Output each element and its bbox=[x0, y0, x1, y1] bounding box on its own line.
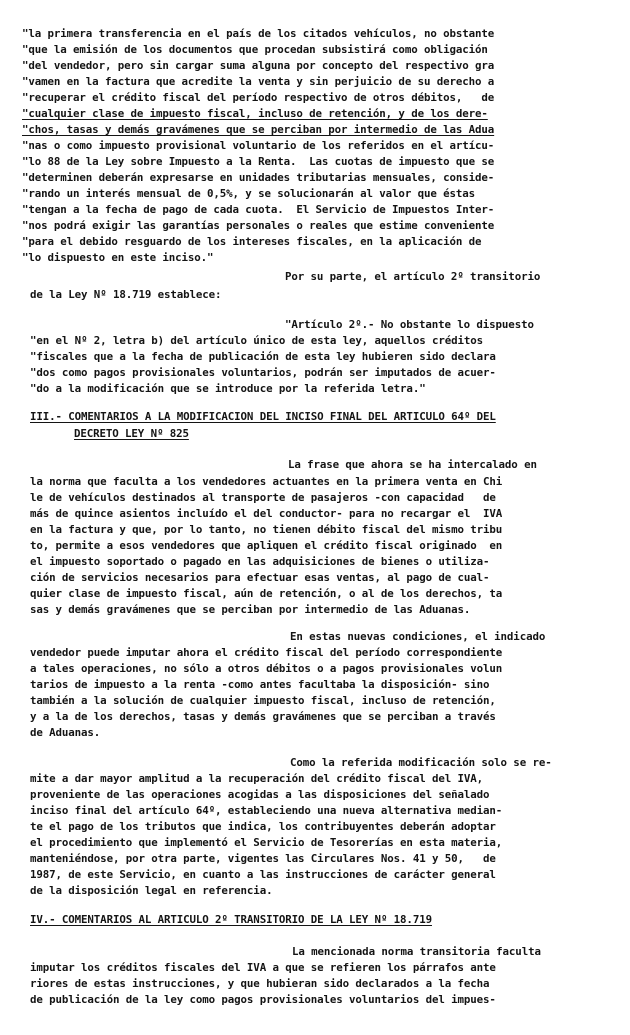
text-line: y a la de los derechos, tasas y demás gravámenes que se perciban a través bbox=[30, 710, 496, 723]
text-line: "que la emisión de los documentos que procedan subsistirá como obligación bbox=[22, 43, 488, 56]
text-line: el procedimiento que implementó el Servicio de Tesorerías en esta materia, bbox=[30, 836, 503, 849]
text-line: "rando un interés mensual de 0,5%, y se solucionarán al valor que éstas bbox=[22, 187, 475, 200]
text-line: "en el Nº 2, letra b) del artículo único de esta ley, aquellos créditos bbox=[30, 334, 483, 347]
text-line: 1987, de este Servicio, en cuanto a las instrucciones de carácter general bbox=[30, 868, 496, 881]
text-line: le de vehículos destinados al transporte de pasajeros -con capacidad de bbox=[30, 491, 496, 504]
text-line: de la Ley Nº 18.719 establece: bbox=[30, 288, 222, 301]
text-line: "la primera transferencia en el país de los citados vehículos, no obstante bbox=[22, 27, 495, 40]
text-line: inciso final del artículo 64º, estableciendo una nueva alternativa median- bbox=[30, 804, 503, 817]
text-line-underlined: "cualquier clase de impuesto fiscal, incluso de retención, y de los dere- bbox=[22, 107, 488, 120]
text-line: "vamen en la factura que acredite la venta y sin perjuicio de su derecho a bbox=[22, 75, 495, 88]
text-line: "dos como pagos provisionales voluntarios, podrán ser imputados de acuer- bbox=[30, 366, 496, 379]
text-line: En estas nuevas condiciones, el indicado bbox=[290, 630, 546, 643]
text-line: La frase que ahora se ha intercalado en bbox=[288, 458, 537, 471]
text-line: "tengan a la fecha de pago de cada cuota. El Servicio de Impuestos Inter- bbox=[22, 203, 495, 216]
text-line: más de quince asientos incluído el del conductor- para no recargar el IVA bbox=[30, 507, 503, 520]
text-line: de la disposición legal en referencia. bbox=[30, 884, 273, 897]
heading-line: III.- COMENTARIOS A LA MODIFICACION DEL INCISO FINAL DEL ARTICULO 64º DEL bbox=[30, 410, 496, 423]
text-line: en la factura y que, por lo tanto, no tienen débito fiscal del mismo tribu bbox=[30, 523, 503, 536]
text-line: "nas o como impuesto provisional voluntario de los referidos en el artícu- bbox=[22, 139, 495, 152]
text-line: el impuesto soportado o pagado en las adquisiciones de bienes o utiliza- bbox=[30, 555, 490, 568]
text-line: "Artículo 2º.- No obstante lo dispuesto bbox=[285, 318, 534, 331]
text-line: tarios de impuesto a la renta -como antes facultaba la disposición- sino bbox=[30, 678, 490, 691]
text-line: proveniente de las operaciones acogidas a las disposiciones del señalado bbox=[30, 788, 490, 801]
text-line: mite a dar mayor amplitud a la recuperación del crédito fiscal del IVA, bbox=[30, 772, 483, 785]
heading-line: DECRETO LEY Nº 825 bbox=[74, 427, 189, 440]
text-line: manteniéndose, por otra parte, vigentes las Circulares Nos. 41 y 50, de bbox=[30, 852, 496, 865]
text-line: vendedor puede imputar ahora el crédito fiscal del período correspondiente bbox=[30, 646, 503, 659]
text-line: "para el debido resguardo de los intereses fiscales, en la aplicación de bbox=[22, 235, 482, 248]
text-line: "recuperar el crédito fiscal del período respectivo de otros débitos, de bbox=[22, 91, 495, 104]
text-line: la norma que faculta a los vendedores actuantes en la primera venta en Chi bbox=[30, 475, 503, 488]
text-line: a tales operaciones, no sólo a otros débitos o a pagos provisionales volun bbox=[30, 662, 503, 675]
text-line: te el pago de los tributos que indica, los contribuyentes deberán adoptar bbox=[30, 820, 496, 833]
text-line-underlined: "chos, tasas y demás gravámenes que se perciban por intermedio de las Adua bbox=[22, 123, 495, 136]
text-line: de Aduanas. bbox=[30, 726, 101, 739]
text-line: sas y demás gravámenes que se perciban por intermedio de las Aduanas. bbox=[30, 603, 471, 616]
text-line: de publicación de la ley como pagos provisionales voluntarios del impues- bbox=[30, 993, 496, 1006]
text-line: "del vendedor, pero sin cargar suma alguna por concepto del respectivo gra bbox=[22, 59, 495, 72]
text-line: to, permite a esos vendedores que apliquen el crédito fiscal originado en bbox=[30, 539, 503, 552]
text-line: "determinen deberán expresarse en unidades tributarias mensuales, conside- bbox=[22, 171, 495, 184]
text-line: Por su parte, el artículo 2º transitorio bbox=[285, 270, 541, 283]
text-line: ción de servicios necesarios para efectuar esas ventas, al pago de cual- bbox=[30, 571, 490, 584]
text-line: imputar los créditos fiscales del IVA a que se refieren los párrafos ante bbox=[30, 961, 496, 974]
text-line: "lo 88 de la Ley sobre Impuesto a la Renta. Las cuotas de impuesto que se bbox=[22, 155, 495, 168]
text-line: riores de estas instrucciones, y que hubieran sido declarados a la fecha bbox=[30, 977, 490, 990]
text-line: La mencionada norma transitoria faculta bbox=[292, 945, 541, 958]
text-line: también a la solución de cualquier impuesto fiscal, incluso de retención, bbox=[30, 694, 496, 707]
text-line: quier clase de impuesto fiscal, aún de retención, o al de los derechos, ta bbox=[30, 587, 503, 600]
text-line: "fiscales que a la fecha de publicación de esta ley hubieren sido declara bbox=[30, 350, 496, 363]
text-line: "lo dispuesto en este inciso." bbox=[22, 251, 214, 264]
text-line: Como la referida modificación solo se re- bbox=[290, 756, 552, 769]
text-line: "do a la modificación que se introduce por la referida letra." bbox=[30, 382, 426, 395]
heading-line: IV.- COMENTARIOS AL ARTICULO 2º TRANSITORIO DE LA LEY Nº 18.719 bbox=[30, 913, 432, 926]
text-line: "nos podrá exigir las garantías personales o reales que estime conveniente bbox=[22, 219, 495, 232]
